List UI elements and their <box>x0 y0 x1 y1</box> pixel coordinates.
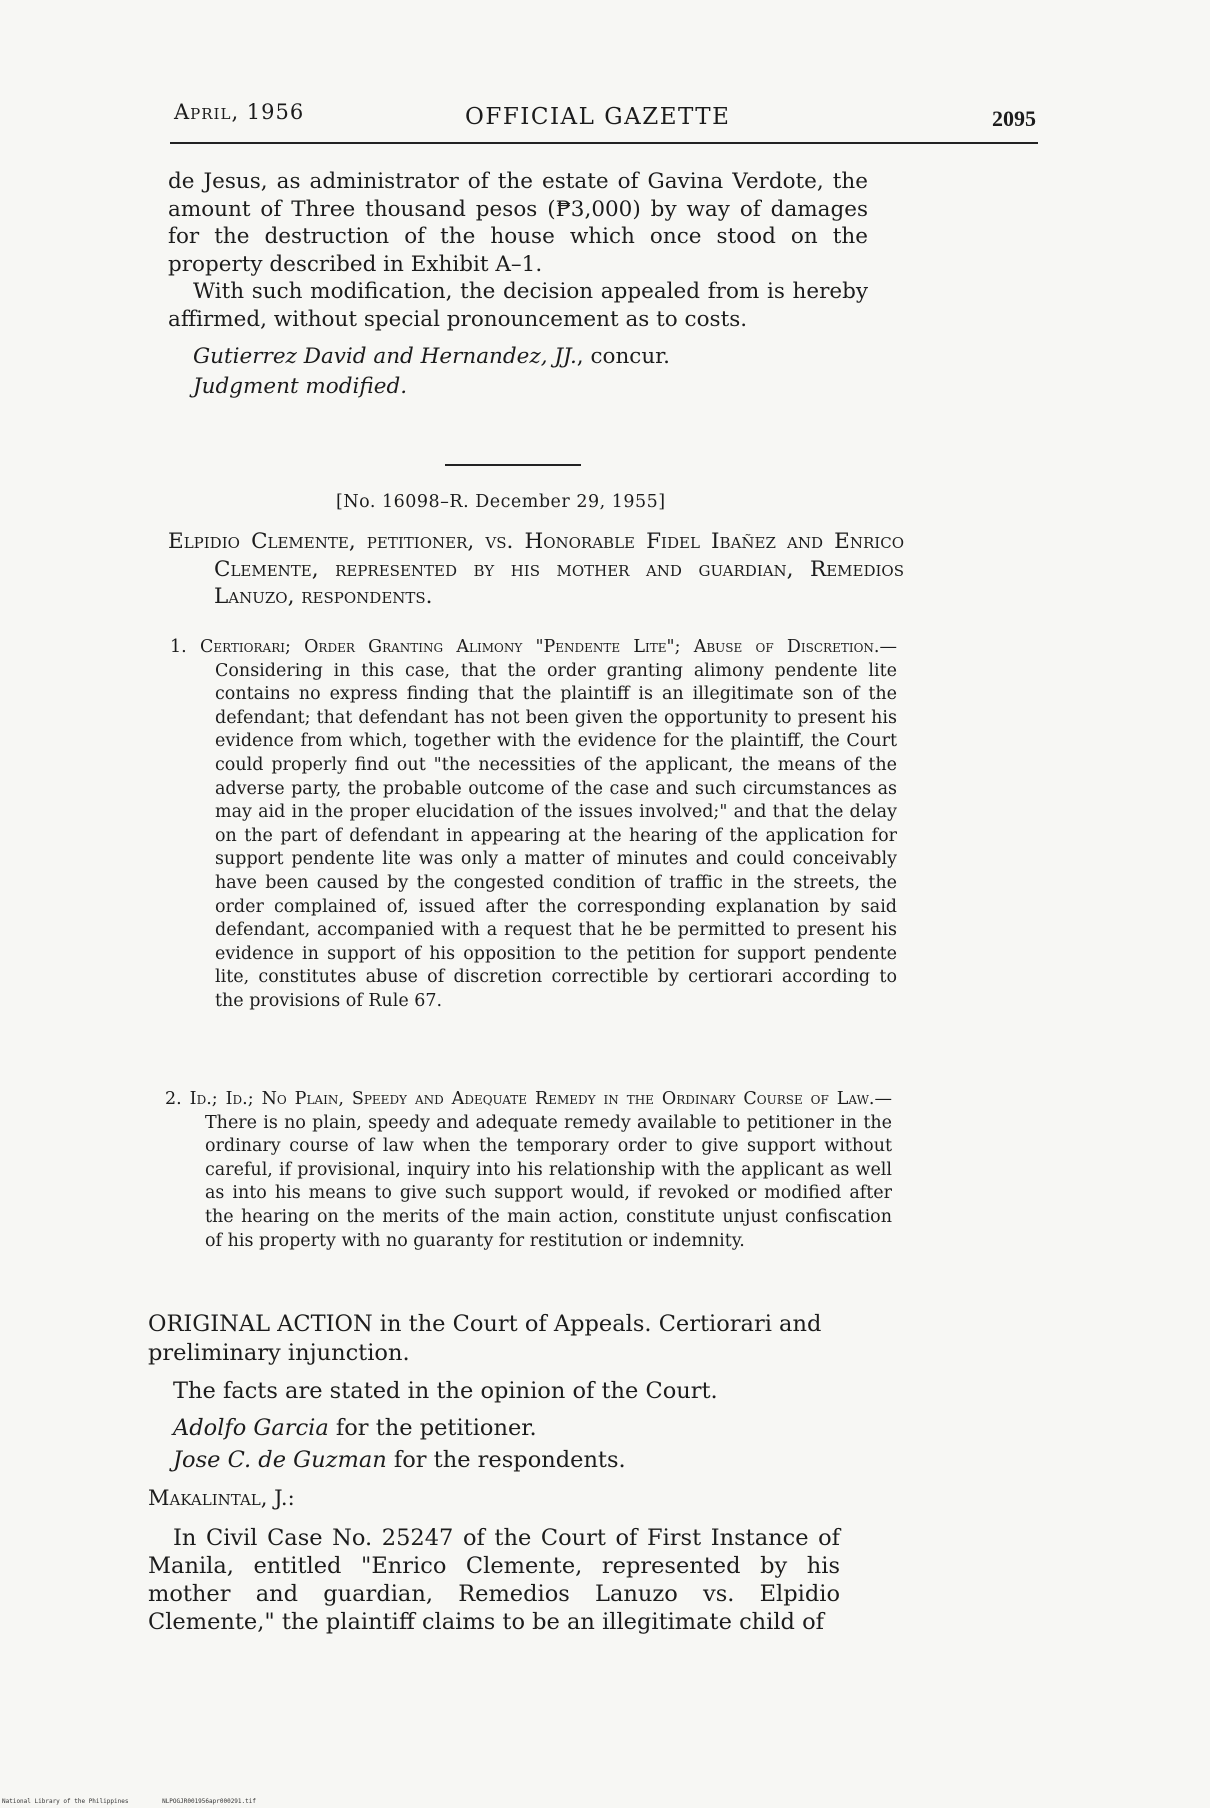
ponente: Makalintal, J.: <box>148 1486 295 1510</box>
counsel-block <box>173 1412 873 1476</box>
syllabus-text: —There is no plain, speedy and adequate remedy available to petitioner in the ordinary course of law when the temporary order to give support without careful, if provisional, inquiry into his relationship with the applicant as well as into his means to give such support would, if revoked or modified after the hearing on the merits of the main action, constitute unjust confiscation of his property with no guaranty for restitution or indemnity. <box>205 1089 892 1251</box>
original-action: ORIGINAL ACTION in the Court of Appeals. Certiorari and preliminary injunction. <box>148 1311 822 1366</box>
scan-filename: NLPOGJR001956apr000291.tif <box>162 1798 256 1805</box>
syllabus-item-2 <box>165 1088 892 1253</box>
ruling-paragraph: With such modification, the decision appealed from is hereby affirmed, without special pronouncement as to costs. <box>168 279 868 332</box>
case-number-date: [No. 16098–R. December 29, 1955] <box>336 492 666 512</box>
page-number: 2095 <box>992 106 1036 131</box>
syllabus-number: 2. <box>165 1089 182 1109</box>
counsel-role: for the petitioner. <box>328 1415 537 1441</box>
scan-footer <box>2 1798 286 1805</box>
syllabus-text: —Considering in this case, that the order granting alimony pendente lite contains no express finding that the plaintiff is an illegitimate son of the defendant; that defendant has not been given the opportunity to present his evidence from which, together with the evidence for the plaintiff, the Court could properly find out "the necessities of the applicant, the means of the adverse party, the probable outcome of the case and such circumstances as may aid in the proper elucidation of the issues involved;" and that the delay on the part of defendant in appearing at the hearing of the application for support pendente lite was only a matter of minutes and could conceivably have been caused by the congested condition of traffic in the streets, the order complained of, issued after the corresponding explanation by said defendant, accompanied with a request that he be permitted to present his evidence in support of his opposition to the petition for support pendente lite, constitutes abuse of discretion correctible by certiorari according to the provisions of Rule 67. <box>215 637 897 1011</box>
counsel-name: Jose C. de Guzman <box>173 1447 387 1473</box>
opinion-paragraph: In Civil Case No. 25247 of the Court of First Instance of Manila, entitled "Enrico Clemente, represented by his mother and guardian, Remedios Lanuzo vs. Elpidio Clemente," the plaintiff claims to be an illegitimate child of <box>148 1525 840 1635</box>
header-rule <box>170 142 1038 144</box>
counsel-respondents <box>173 1444 873 1476</box>
judgment-line: Judgment modified. <box>193 373 408 399</box>
running-header <box>170 100 1038 140</box>
concur-word: , concur. <box>576 344 670 369</box>
library-name: National Library of the Philippines <box>2 1798 129 1805</box>
publication-title: OFFICIAL GAZETTE <box>465 104 731 130</box>
syllabus-item-1 <box>170 636 897 1014</box>
facts-statement: The facts are stated in the opinion of the Court. <box>173 1378 718 1404</box>
concurrence-line <box>168 343 868 371</box>
syllabus-heading: Certiorari; Order Granting Alimony "Pendente Lite"; Abuse of Discretion. <box>199 637 880 657</box>
syllabus-paragraph <box>165 1088 892 1253</box>
concurring-justices: Gutierrez David and Hernandez, JJ. <box>193 344 577 369</box>
syllabus-paragraph <box>170 636 897 1014</box>
case-title: Elpidio Clemente, petitioner, vs. Honorable Fidel Ibañez and Enrico Clemente, represented by his mother and guardian, Remedios Lanuzo, respondents. <box>168 529 904 609</box>
counsel-petitioner <box>173 1412 873 1444</box>
syllabus-number: 1. <box>170 637 187 657</box>
counsel-name: Adolfo Garcia <box>173 1415 329 1441</box>
syllabus-heading: Id.; Id.; No Plain, Speedy and Adequate Remedy in the Ordinary Course of Law. <box>189 1089 875 1109</box>
previous-case-conclusion <box>168 168 868 400</box>
counsel-role: for the respondents. <box>386 1447 626 1473</box>
issue-date: April, 1956 <box>174 100 305 124</box>
continued-paragraph: de Jesus, as administrator of the estate of Gavina Verdote, the amount of Three thousand pesos (₱3,000) by way of damages for the destruction of the house which once stood on the property described in Exhibit A–1. <box>168 169 868 277</box>
section-divider <box>445 464 581 466</box>
